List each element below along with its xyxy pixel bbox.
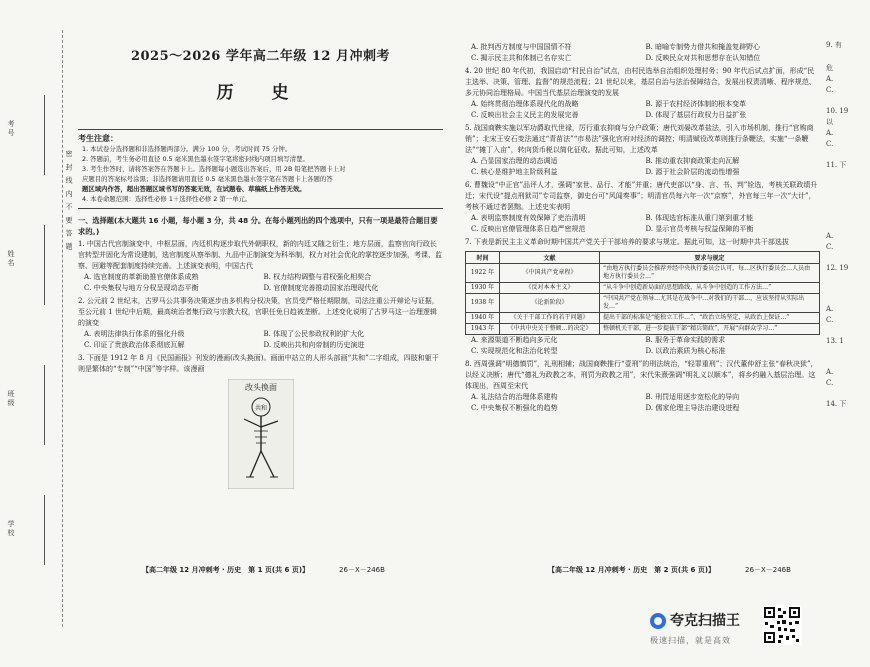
edge-fragment: C. (826, 379, 834, 387)
option[interactable]: C. 反映出社会主义民主的发展完善 (471, 111, 579, 119)
notice-item: 应题目的答案标号涂黑；非选择题请用直径 0.5 毫米黑色墨水签字笔在答题卡上各题的答 (82, 175, 333, 183)
page-2 (465, 40, 820, 414)
option[interactable]: C. 实现规范化和法治化转型 (471, 347, 558, 355)
table-header: 要求与规定 (600, 252, 820, 264)
question-7-stem: 7. 下表是新民主主义革命时期中国共产党关于干部培养的要求与规定。据此可知，这一时期中共干部选拔 (465, 238, 789, 246)
option[interactable]: C. 核心是维护地主阶级利益 (471, 168, 558, 176)
table-row (466, 294, 820, 313)
question-8-stem: 8. 西周强调“明德慎罚”，礼刑相辅；战国商鞅推行“壹刑”的刑法统治，“轻罪重刑”；汉代董仲舒主张“春秋决狱”，以经义决断；唐代“德礼为政教之本，刑罚为政教之用”，宋代朱熹强调“明礼义以顺本”，将乡约融入基层治理。这体现出，西周至宋代 (465, 360, 818, 390)
question-3-options (465, 42, 820, 64)
table-cell: “从斗争中创造新局面的思想路线，从斗争中创造的工作方法…” (600, 283, 820, 294)
option[interactable]: A. 选官制度的革新助推官僚体系成熟 (84, 273, 199, 281)
question-5-options (465, 156, 820, 178)
edge-fragment: 14. 下 (826, 400, 847, 408)
option[interactable]: B. 服务于革命实践的需求 (645, 336, 726, 344)
scanner-watermark (650, 605, 860, 661)
edge-fragment: C. (826, 243, 834, 251)
notice-title: 考生注意： (78, 134, 118, 143)
page-1-code: 26－X－246B (339, 566, 385, 574)
notice-item: 3. 考生作答时，请将答案答在答题卡上。选择题每小题选出答案后，用 2B 铅笔把答题卡上对 (82, 165, 346, 173)
table-cell: 1930 年 (466, 283, 500, 294)
edge-fragment: A. (826, 75, 834, 83)
option[interactable]: B. 暗喻专制势力借共和掩盖复辟野心 (645, 43, 761, 51)
option[interactable]: C. 揭示民主共和体制已名存实亡 (471, 54, 572, 62)
edge-fragment: 13. 1 (826, 337, 844, 345)
option[interactable]: A. 始终贯彻治理体系现代化的战略 (471, 100, 579, 108)
qr-code-icon[interactable] (762, 605, 802, 645)
cartoon-caption: 改头换面 (244, 383, 277, 392)
option[interactable]: A. 礼法结合的治理体系建构 (471, 393, 558, 401)
name-underline (44, 225, 45, 305)
notice-item: 2. 答题前，考生务必用直径 0.5 毫米黑色墨水签字笔将密封线内项目填写清楚。 (82, 155, 309, 163)
question-6-stem: 6. 曹魏设“中正官”品评人才，强调“家世、品行、才能”并重；唐代吏部以“身、言、书、判”铨选，考核关联政绩升迁；宋代设“提点刑狱司”专司监察，御史台可“风闻奏事”；明清官员每六年一次“京察”，外官每三年一次“大计”，考核不通过者罢黜。上述史实表明 (465, 181, 818, 211)
table-cell: 《中共中央关于整顿…的决定》 (500, 324, 600, 335)
page-3-edge (826, 40, 870, 410)
table-cell: 《反对本本主义》 (500, 283, 600, 294)
option[interactable]: D. 显示官员考核与权益保障的平衡 (645, 225, 754, 233)
question-4-options (465, 99, 820, 121)
option[interactable]: D. 反映民众对共和思想存在认知错位 (645, 54, 761, 62)
cadre-table (465, 251, 820, 335)
cartoon-head-text: 共和 (254, 405, 267, 412)
option[interactable]: A. 批判西方制度与中国国情不符 (471, 43, 572, 51)
brand-slogan: 极速扫描，就是高效 (650, 636, 731, 645)
table-cell: 整顿机关干部，进一步提拔干部“精兵简政”，开展“向群众学习…” (600, 324, 820, 335)
table-row (466, 313, 820, 324)
question-1-options (78, 272, 443, 294)
question-6-options (465, 213, 820, 235)
option[interactable]: D. 儒家伦理主导法治建设进程 (645, 404, 740, 412)
class-label: 班级 (7, 390, 15, 408)
page-1-footer (142, 565, 385, 575)
seal-notice: 密 封 线 内 不 要 答 题 (65, 150, 73, 252)
page-2-footer-text: 【高二年级 12 月冲刺考 · 历史 第 2 页(共 6 页)】 (548, 566, 716, 574)
page-1-footer-text: 【高二年级 12 月冲刺考 · 历史 第 1 页(共 6 页)】 (142, 566, 310, 574)
question-8-options (465, 392, 820, 414)
table-cell: 1938 年 (466, 294, 500, 313)
subject-title: 历 史 (216, 83, 305, 103)
edge-fragment: A. (826, 368, 834, 376)
table-cell: “由地方执行委员会推荐并经中央执行委员会认可，每…区执行委员会…人员由地方执行委员会…” (600, 264, 820, 283)
table-row (466, 324, 820, 335)
notice-item: 4. 本卷命题范围：选择性必修 1＋选择性必修 2 第一单元。 (82, 195, 252, 203)
notice-item: 1. 本试卷分选择题和非选择题两部分。满分 100 分，考试时间 75 分钟。 (82, 145, 292, 153)
option[interactable]: D. 源于社会阶层的流动性增强 (645, 168, 740, 176)
edge-fragment: 10. 19 (826, 107, 849, 115)
option[interactable]: D. 体现了基层行政权力日益扩张 (645, 111, 747, 119)
option[interactable]: A. 来源渠道不断趋向多元化 (471, 336, 558, 344)
edge-fragment: A. (826, 232, 834, 240)
binding-margin (0, 0, 78, 667)
page-1 (78, 40, 443, 489)
option[interactable]: A. 凸显国家治理的动态调适 (471, 157, 558, 165)
option[interactable]: A. 表明监察制度有效保障了吏治清明 (471, 214, 586, 222)
option[interactable]: D. 反映出共和向帝制的历史演进 (263, 341, 365, 349)
question-5-stem: 5. 战国商鞅实施以军功爵取代世禄，厉行重农抑商与分户政策；唐代刘晏改革盐法，引入市场机制，推行“官购商销”；北宋王安石变法通过“青苗法”“市易法”强化官府对经济的调控；明清赋役改革则推行条鞭法，实施“一条鞭法”“摊丁入亩”，转向货币税以简化征收。据此可知，上述改革 (465, 124, 814, 154)
table-cell: 《论新阶段》 (500, 294, 600, 313)
page-2-footer (548, 565, 791, 575)
notice-item: 题区域内作答，超出答题区域书写的答案无效，在试题卷、草稿纸上作答无效。 (82, 185, 306, 193)
class-underline (44, 365, 45, 445)
edge-fragment: C. (826, 316, 834, 324)
option[interactable]: B. 源于农村经济体制的根本变革 (645, 100, 747, 108)
table-cell: 《关于干部工作的若干问题》 (500, 313, 600, 324)
option[interactable]: C. 反映出官僚管理体系日趋严密规范 (471, 225, 586, 233)
table-header: 时间 (466, 252, 500, 264)
edge-fragment: C. (826, 86, 834, 94)
question-7-options (465, 335, 820, 357)
edge-fragment: A. (826, 305, 834, 313)
table-cell: 1940 年 (466, 313, 500, 324)
edge-fragment: 12. 19 (826, 264, 849, 272)
edge-fragment: 危 (826, 64, 833, 72)
section-heading: 一、选择题(本大题共 16 小题，每小题 3 分，共 48 分。在每小题列出的四个选项中，只有一项是最符合题目要求的。) (78, 216, 438, 236)
exam-no-underline (44, 95, 45, 175)
edge-fragment: C. (826, 140, 834, 148)
option[interactable]: D. 官僚制度完善推动国家治理现代化 (263, 284, 379, 292)
edge-fragment: 11. 下 (826, 161, 847, 169)
question-1-stem: 1. 中国古代官制演变中，中枢层面，内廷机构逐步取代外朝职权，新的内廷又随之衍生；地方层面，监察官向行政长官转型并固化为常设建制，选官制度从察举制、九品中正制演变为科举制，权力对社会优化的掌控逐步加强，考课、监察、回避等配套制度持续完善。上述演变表明，中国古代 (78, 240, 442, 270)
option[interactable]: C. 中央集权与地方分权呈现动态平衡 (84, 284, 199, 292)
table-header-row (466, 252, 820, 264)
table-cell: “中国共产党在领导…尤其是在战争中…对我们的干部…，应该坚持从实际出发…” (600, 294, 820, 313)
page-2-code: 26－X－246B (745, 566, 791, 574)
edge-fragment: 9. 有 (826, 41, 842, 49)
notice-box (78, 129, 443, 209)
quark-logo-icon (650, 613, 666, 629)
seal-line (62, 30, 63, 627)
table-cell: 提出干部的标准是“能独立工作…”，“政治立场坚定，从政治上保证…” (600, 313, 820, 324)
option[interactable]: B. 刑罚适用逐步宽松化的导向 (645, 393, 740, 401)
table-row (466, 283, 820, 294)
table-cell: 1922 年 (466, 264, 500, 283)
name-label: 姓名 (7, 250, 15, 268)
question-2-stem: 2. 公元前 2 世纪末，古罗马公共事务决策逐步由多机构分权决策，官员受严格任期限制，司法注重公开辩论与证据，至公元前 1 世纪中后期，最高统治者集行政与宗教大权，官职任免日趋被垄断。上述变化说明了古罗马这一治理逻辑的演变 (78, 297, 439, 327)
cartoon-image (228, 379, 294, 489)
question-2-options (78, 329, 443, 351)
option[interactable]: B. 体现了公民参政权利的扩大化 (263, 330, 365, 338)
option[interactable]: B. 权力结构调整与君权强化相契合 (263, 273, 372, 281)
edge-fragment: 以 (826, 118, 833, 126)
option[interactable]: B. 推动重农抑商政策走向瓦解 (645, 157, 740, 165)
table-cell: 1943 年 (466, 324, 500, 335)
exam-title: 2025～2026 学年高二年级 12 月冲刺考 (130, 49, 391, 64)
brand-name: 夸克扫描王 (670, 613, 740, 629)
question-3-stem: 3. 下面是 1912 年 8 月《民国画报》刊发的漫画(改头换面)。画面中站立的人形头部画“共和”二字组成，四肢和躯干则是繁体的“专制”“中国”等字样。该漫画 (78, 354, 439, 373)
edge-fragment: A. (826, 129, 834, 137)
school-label: 学校 (7, 520, 15, 538)
option[interactable]: C. 印证了贵族政治体系彻底瓦解 (84, 341, 185, 349)
option[interactable]: C. 中央集权不断强化的趋势 (471, 404, 558, 412)
table-header: 文献 (500, 252, 600, 264)
exam-no-label: 考号 (7, 120, 15, 138)
school-underline (44, 495, 45, 565)
question-4-stem: 4. 20 世纪 80 年代初，我国启动“村民自治”试点，由村民选举自治组织处理村务；90 年代后试点扩面，形成“民主选举、决策、管理、监督”的规范流程；21 世纪以来，基层自治与法治保障结合，发展出权责清晰、程序规范、多元协同治理格局。中国当代基层治理演变的发展 (465, 67, 816, 97)
option[interactable]: D. 以政治素质为核心标准 (645, 347, 726, 355)
option[interactable]: B. 体现选官标准从重门第到重才能 (645, 214, 754, 222)
option[interactable]: A. 表明法律执行体系的强化升级 (84, 330, 185, 338)
table-row (466, 264, 820, 283)
table-cell: 《中国共产党章程》 (500, 264, 600, 283)
